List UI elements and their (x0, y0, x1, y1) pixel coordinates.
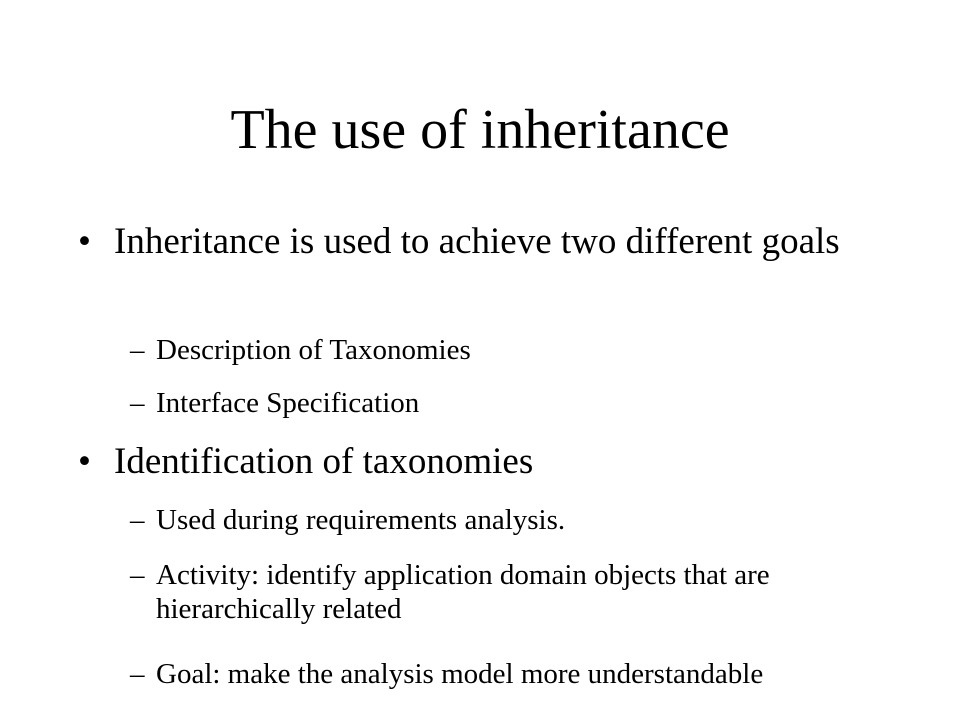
sub-bullet-text: Used during requirements analysis. (156, 504, 566, 536)
sub-bullet-taxonomies (130, 333, 870, 367)
sub-bullet-marker: – (130, 504, 145, 536)
bullet-marker: • (78, 221, 91, 262)
sub-bullet-text: Goal: make the analysis model more understandable (156, 658, 764, 690)
sub-bullet-text: Activity: identify application domain objects that are hierarchically related (156, 559, 770, 625)
sub-bullet-marker: – (130, 559, 145, 591)
sub-bullet-requirements (130, 503, 870, 537)
sub-bullet-text: Interface Specification (156, 387, 420, 419)
slide-title: The use of inheritance (230, 99, 730, 161)
bullet-identification (78, 440, 858, 484)
sub-bullet-marker: – (130, 387, 145, 419)
sub-bullet-marker: – (130, 658, 145, 690)
bullet-text: Inheritance is used to achieve two different goals (114, 221, 840, 262)
sub-bullet-activity (130, 558, 870, 626)
sub-bullet-text: Description of Taxonomies (156, 334, 471, 366)
bullet-text: Identification of taxonomies (114, 441, 534, 482)
bullet-inheritance-goals (78, 220, 858, 264)
sub-bullet-goal (130, 657, 870, 691)
sub-bullet-marker: – (130, 334, 145, 366)
sub-bullet-interface (130, 386, 870, 420)
bullet-marker: • (78, 441, 91, 482)
